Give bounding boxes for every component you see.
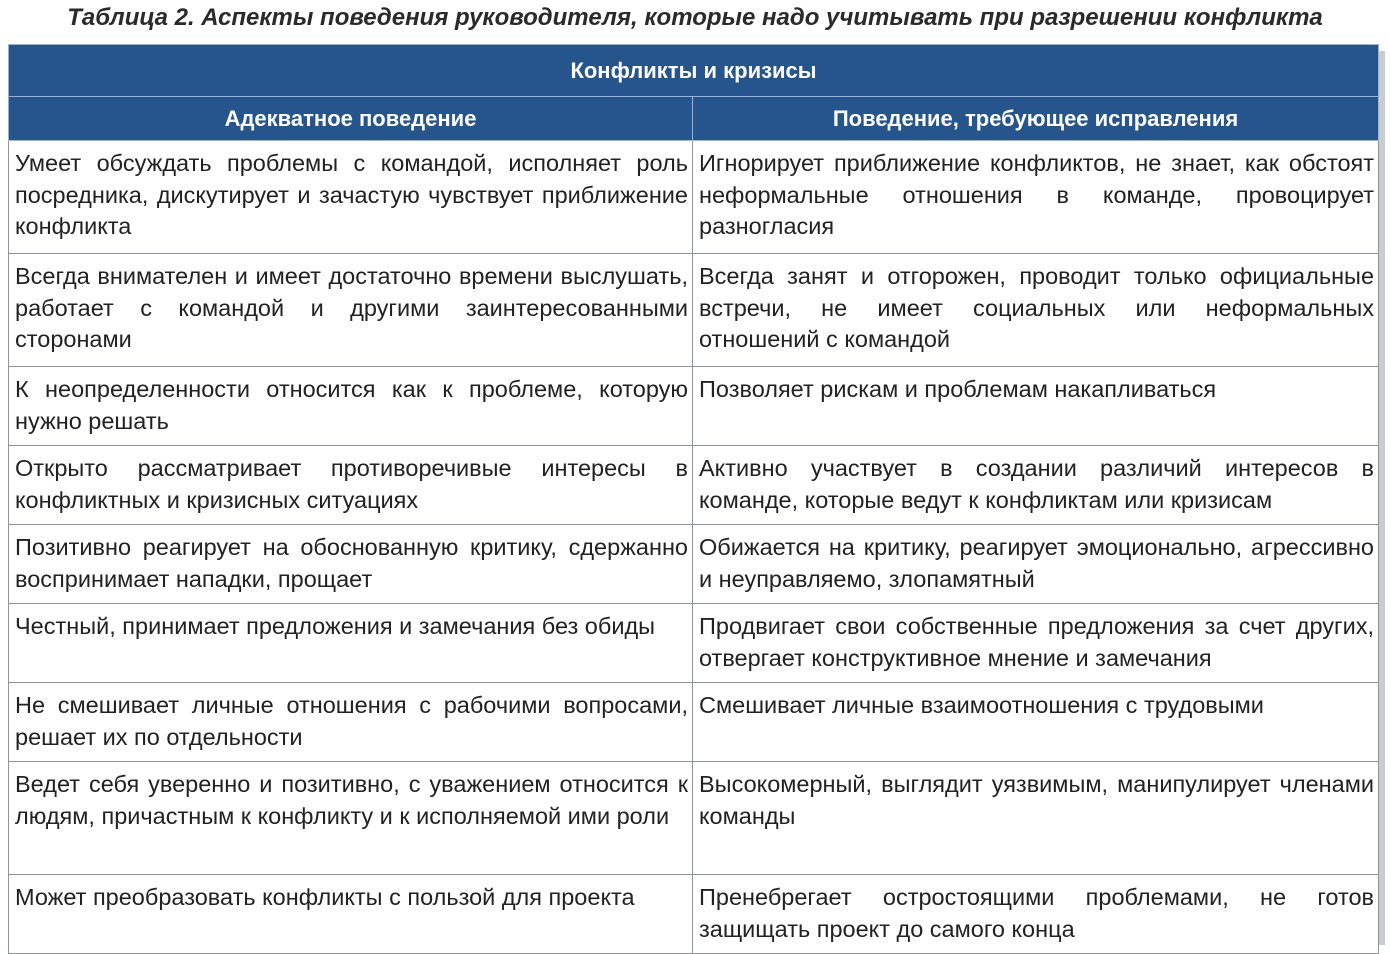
cell-needs-correction: Высокомерный, выглядит уязвимым, манипулирует членами команды	[693, 762, 1379, 875]
cell-adequate: К неопределенности относится как к проблеме, которую нужно решать	[9, 367, 693, 446]
column-header-row	[9, 97, 1379, 141]
cell-adequate: Умеет обсуждать проблемы с командой, исполняет роль посредника, дискутирует и зачастую чувствует приближение конфликта	[9, 141, 693, 254]
cell-adequate: Не смешивает личные отношения с рабочими вопросами, решает их по отдельности	[9, 683, 693, 762]
table-row	[9, 525, 1379, 604]
cell-needs-correction: Смешивает личные взаимоотношения с трудовыми	[693, 683, 1379, 762]
table-row	[9, 604, 1379, 683]
cell-needs-correction: Пренебрегает остростоящими проблемами, не готов защищать проект до самого конца	[693, 875, 1379, 954]
cell-adequate: Может преобразовать конфликты с пользой для проекта	[9, 875, 693, 954]
table-row	[9, 141, 1379, 254]
cell-adequate: Честный, принимает предложения и замечания без обиды	[9, 604, 693, 683]
table-row	[9, 875, 1379, 954]
table-row	[9, 254, 1379, 367]
table-row	[9, 446, 1379, 525]
cell-needs-correction: Всегда занят и отгорожен, проводит только официальные встречи, не имеет социальных или неформальных отношений с командой	[693, 254, 1379, 367]
cell-needs-correction: Позволяет рискам и проблемам накапливаться	[693, 367, 1379, 446]
group-header: Конфликты и кризисы	[9, 45, 1379, 97]
column-header-adequate: Адекватное поведение	[9, 97, 693, 141]
table-caption: Таблица 2. Аспекты поведения руководителя, которые надо учитывать при разрешении конфликта	[67, 4, 1323, 31]
behavior-table-container	[8, 44, 1378, 942]
table-row	[9, 762, 1379, 875]
cell-adequate: Открыто рассматривает противоречивые интересы в конфликтных и кризисных ситуациях	[9, 446, 693, 525]
cell-needs-correction: Игнорирует приближение конфликтов, не знает, как обстоят неформальные отношения в команде, провоцирует разногласия	[693, 141, 1379, 254]
cell-adequate: Позитивно реагирует на обоснованную критику, сдержанно воспринимает нападки, прощает	[9, 525, 693, 604]
cell-needs-correction: Обижается на критику, реагирует эмоционально, агрессивно и неуправляемо, злопамятный	[693, 525, 1379, 604]
behavior-table	[8, 44, 1379, 954]
cell-needs-correction: Продвигает свои собственные предложения за счет других, отвергает конструктивное мнение и замечания	[693, 604, 1379, 683]
table-row	[9, 367, 1379, 446]
table-row	[9, 683, 1379, 762]
group-header-row	[9, 45, 1379, 97]
column-header-needs-correction: Поведение, требующее исправления	[693, 97, 1379, 141]
cell-adequate: Всегда внимателен и имеет достаточно времени выслушать, работает с командой и другими заинтересованными сторонами	[9, 254, 693, 367]
cell-needs-correction: Активно участвует в создании различий интересов в команде, которые ведут к конфликтам или кризисам	[693, 446, 1379, 525]
cell-adequate: Ведет себя уверенно и позитивно, с уважением относится к людям, причастным к конфликту и к исполняемой ими роли	[9, 762, 693, 875]
